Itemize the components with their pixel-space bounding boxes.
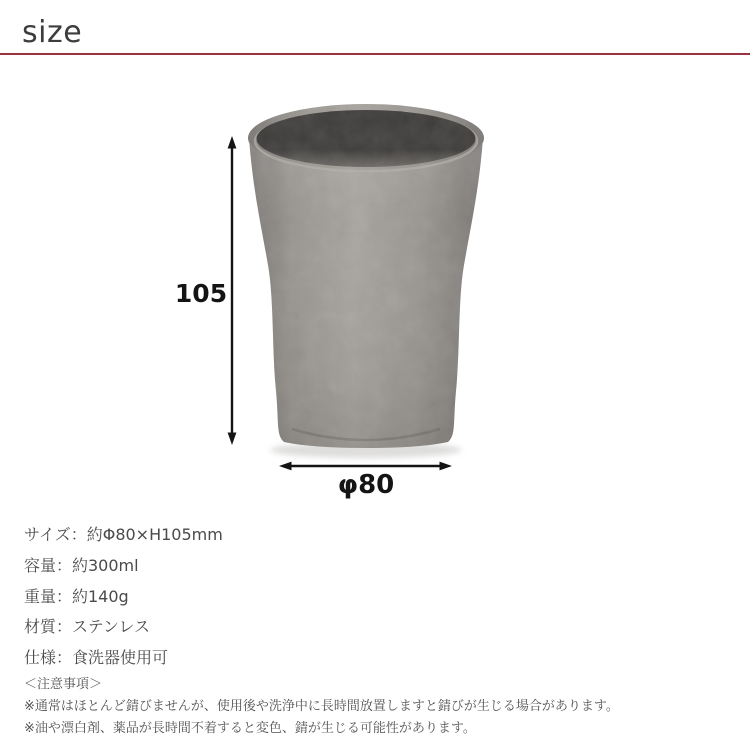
spec-weight: 重量：約140g — [24, 586, 129, 606]
caution-notes — [24, 674, 619, 740]
page-title: size — [22, 15, 83, 50]
header-divider — [0, 53, 750, 55]
caution-title: ＜注意事項＞ — [24, 677, 103, 692]
height-dimension-label: 105 — [174, 279, 228, 308]
caution-note-1: ※通常はほとんど錆びませんが、使用後や洗浄中に長時間放置しますと錆びが生じる場合があります。 — [24, 699, 619, 714]
spec-material: 材質：ステンレス — [24, 617, 151, 637]
spec-feature: 仕様：食洗器使用可 — [24, 648, 169, 668]
caution-note-2: ※油や漂白剤、薬品が長時間不着すると変色、錆が生じる可能性があります。 — [24, 721, 476, 736]
tumbler-photo — [230, 95, 502, 465]
product-size-diagram — [170, 95, 570, 510]
spec-capacity: 容量：約300ml — [24, 555, 139, 575]
spec-size: サイズ：約Φ80×H105mm — [24, 525, 223, 544]
tumbler-diagram-svg — [170, 95, 570, 510]
spec-list — [24, 520, 223, 674]
diameter-dimension-label: φ80 — [337, 470, 395, 500]
